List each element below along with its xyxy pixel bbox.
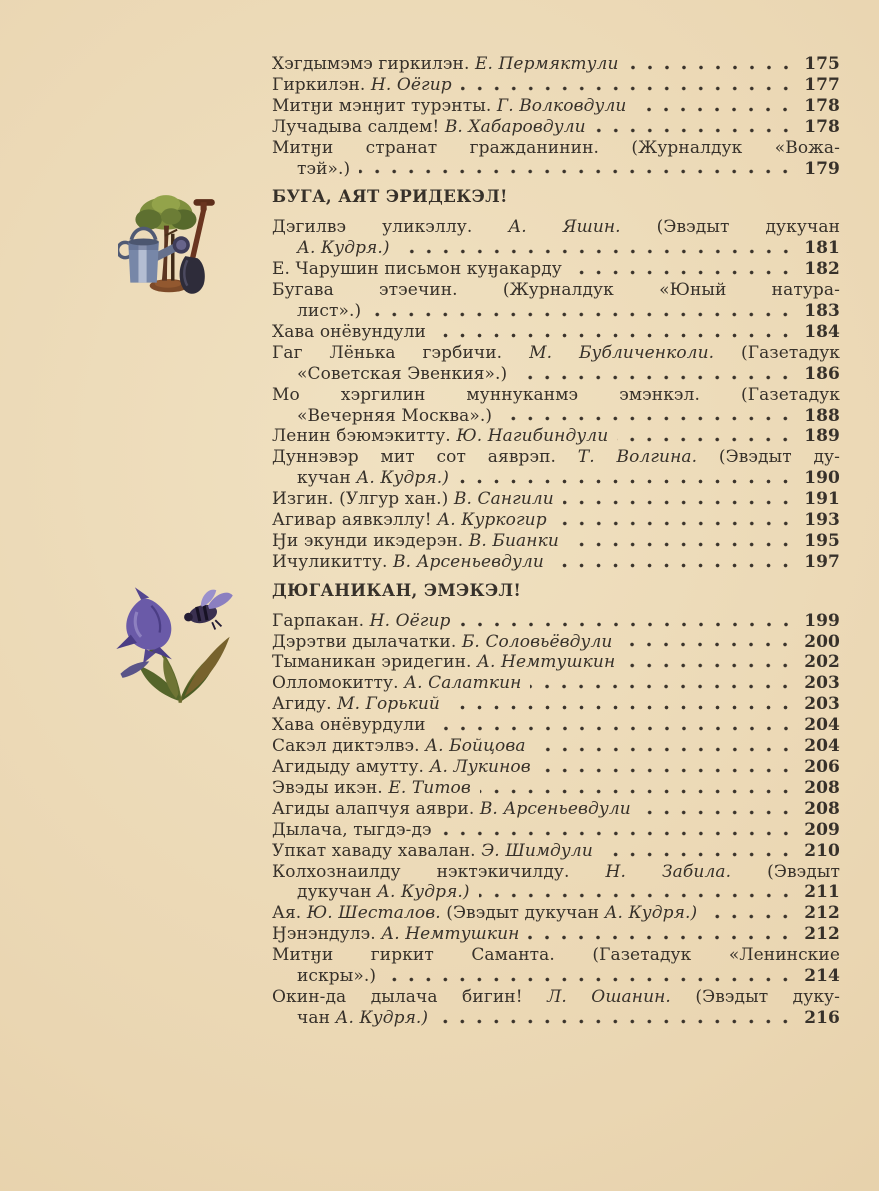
entry-title	[272, 75, 452, 96]
title-text: Олломокитту.	[272, 673, 405, 694]
toc-line	[272, 820, 840, 841]
entry-title	[272, 778, 471, 799]
toc-line	[272, 715, 840, 736]
title-text: Хава онёвурдули	[272, 715, 426, 736]
author-name: А. Кудря.)	[297, 238, 390, 259]
title-text: Сакэл диктэлвэ.	[272, 736, 426, 757]
title-text: «Вечерняя Москва».)	[297, 405, 493, 426]
toc-line	[272, 862, 840, 883]
entry-title	[272, 552, 544, 573]
page-number: 203	[804, 673, 840, 694]
dot-leader	[556, 519, 794, 528]
toc-line	[272, 468, 840, 489]
dot-leader	[359, 167, 794, 176]
toc-entry	[272, 96, 840, 117]
title-text: Ичуликитту.	[272, 551, 393, 572]
title-text: Агидыду амутту.	[272, 757, 430, 777]
page-number: 175	[804, 54, 840, 74]
title-text: (Эвэдыт дукучан	[440, 903, 605, 924]
title-text: Дылача, тыгдэ-дэ	[272, 819, 432, 840]
author-name: А. Кудря.)	[604, 903, 698, 924]
toc-entry	[272, 924, 840, 945]
author-name: Н. Забила.	[605, 861, 732, 882]
toc-line	[272, 531, 840, 552]
title-text: Ленин бэюмэкитту.	[272, 426, 457, 447]
toc-line	[272, 54, 840, 75]
toc-entry	[272, 778, 840, 799]
dot-leader	[621, 640, 794, 649]
page-number: 184	[804, 321, 840, 342]
author-name: А. Бойцова	[425, 736, 526, 757]
author-name: А. Лукинов	[429, 757, 531, 777]
title-text: лист».)	[297, 300, 362, 321]
title-text: Окин-да дылача бигин!	[272, 986, 548, 1007]
dot-leader	[553, 561, 794, 570]
entry-title	[272, 54, 619, 75]
dot-leader	[435, 724, 794, 733]
entry-title	[272, 447, 840, 467]
title-text: тэй».)	[297, 158, 351, 179]
page-number: 190	[804, 468, 840, 489]
toc-entry	[272, 757, 840, 778]
page-number: 182	[804, 259, 840, 280]
toc-entry	[272, 280, 840, 322]
toc-entry	[272, 385, 840, 427]
title-text: Гаг Лёнька гэрбичи.	[272, 342, 530, 363]
title-text: Дэрэтви дылачатки.	[272, 631, 462, 652]
page-number: 204	[804, 715, 840, 736]
title-text: Упкат хаваду хавалан.	[272, 840, 482, 861]
dot-leader	[530, 682, 794, 691]
author-name: Ю. Нагибиндули	[456, 426, 609, 447]
dot-leader	[640, 808, 794, 817]
author-name: А. Салаткин	[404, 673, 522, 694]
page-number: 216	[804, 1007, 840, 1028]
entry-title	[272, 715, 426, 736]
entry-title	[297, 159, 350, 180]
dot-leader	[528, 933, 794, 942]
entry-title	[272, 117, 586, 138]
author-name: А. Кудря.)	[356, 468, 449, 489]
entry-title	[272, 217, 840, 237]
title-text: Хава онёвундули	[272, 321, 426, 342]
section-heading: БУГА, АЯТ ЭРИДЕКЭЛ!	[272, 187, 508, 207]
dot-leader	[385, 975, 794, 984]
dot-leader	[479, 891, 794, 900]
dot-leader	[706, 912, 794, 921]
toc-entry	[272, 343, 840, 385]
page-number: 195	[804, 530, 840, 551]
entry-title	[297, 882, 470, 903]
toc-line	[272, 259, 840, 280]
page-number: 200	[804, 631, 840, 652]
dot-leader	[540, 766, 794, 775]
dot-leader	[441, 829, 794, 838]
author-name: А. Немтушкин	[477, 652, 616, 673]
author-name: В. Бианки	[468, 530, 559, 551]
toc-line	[272, 238, 840, 259]
entry-title	[272, 652, 615, 673]
toc-line	[272, 159, 840, 180]
title-text: Митӈи мэнӈит турэнты.	[272, 95, 497, 116]
dot-leader	[535, 745, 794, 754]
title-text: Гарпакан.	[272, 610, 370, 631]
toc-line	[272, 1008, 840, 1029]
dot-leader	[370, 310, 794, 319]
dot-leader	[628, 63, 794, 72]
toc-entry	[272, 715, 840, 736]
page-number: 178	[804, 116, 840, 137]
entry-title	[272, 862, 840, 882]
page-number: 189	[804, 426, 840, 447]
page-number: 204	[804, 736, 840, 757]
title-text: (Эвэдыт ду-	[697, 447, 840, 468]
author-name: Б. Соловьёвдули	[461, 631, 613, 652]
toc-line	[272, 385, 840, 406]
page-number: 181	[804, 238, 840, 259]
entry-title	[272, 531, 559, 552]
author-name: А. Яшин.	[508, 217, 621, 238]
entry-title	[297, 238, 390, 259]
author-name: Э. Шимдули	[481, 840, 593, 861]
toc-line	[272, 96, 840, 117]
entry-title	[272, 510, 547, 531]
toc-entry	[272, 736, 840, 757]
page-number: 178	[804, 95, 840, 116]
table-of-contents	[272, 54, 840, 1029]
toc-line	[272, 903, 840, 924]
toc-line	[272, 882, 840, 903]
page-number: 177	[804, 74, 840, 95]
entry-title	[272, 385, 840, 405]
toc-line	[272, 322, 840, 343]
author-name: А. Кудря.)	[335, 1007, 429, 1028]
title-text: «Советская Эвенкия».)	[297, 363, 508, 384]
toc-line	[272, 778, 840, 799]
title-text: Дэгилвэ уликэллу.	[272, 217, 509, 238]
entry-title	[272, 138, 840, 158]
toc-entry	[272, 945, 840, 987]
title-text: чан	[297, 1007, 336, 1028]
toc-line	[272, 799, 840, 820]
dot-leader	[568, 540, 794, 549]
dot-leader	[449, 703, 794, 712]
toc-line	[272, 552, 840, 573]
toc-entry	[272, 259, 840, 280]
entry-title	[297, 301, 361, 322]
toc-entry	[272, 426, 840, 447]
toc-entry	[272, 611, 840, 632]
entry-title	[272, 426, 608, 447]
dot-leader	[624, 661, 794, 670]
toc-entry	[272, 322, 840, 343]
title-text: Митӈи гиркит Саманта. (Газетадук «Ленинские	[272, 945, 840, 966]
toc-entry	[272, 510, 840, 531]
author-name: В. Сангили	[453, 489, 554, 510]
toc-entry	[272, 903, 840, 924]
entry-title	[297, 1008, 428, 1029]
entry-title	[272, 694, 440, 715]
toc-line	[272, 757, 840, 778]
page-number: 202	[804, 652, 840, 673]
author-name: А. Кудря.)	[377, 882, 470, 903]
toc-line	[272, 924, 840, 945]
title-text: кучан	[297, 468, 357, 489]
title-text: Агиду.	[272, 694, 338, 715]
dot-leader	[617, 435, 794, 444]
toc-line	[272, 632, 840, 653]
dot-leader	[437, 1017, 794, 1026]
page-number: 211	[804, 882, 840, 903]
toc-line	[272, 987, 840, 1008]
toc-entry	[272, 217, 840, 259]
title-text: (Эвэдыт дуку-	[670, 986, 840, 1007]
entry-title	[272, 611, 451, 632]
entry-title	[272, 489, 554, 510]
bellflower-bee-illustration	[106, 585, 240, 709]
entry-title	[272, 322, 426, 343]
entry-title	[272, 280, 840, 300]
title-text: Е. Чарушин письмон куӈакарду	[272, 259, 562, 280]
entry-title	[272, 987, 840, 1007]
dot-leader	[501, 414, 794, 423]
page-number: 193	[804, 510, 840, 531]
page-number: 199	[804, 610, 840, 631]
toc-entry	[272, 987, 840, 1029]
author-name: В. Арсеньевдули	[392, 551, 544, 572]
title-text: дукучан	[297, 882, 378, 903]
entry-title	[297, 364, 507, 385]
toc-line	[272, 343, 840, 364]
entry-title	[272, 632, 612, 653]
toc-entry	[272, 489, 840, 510]
author-name: В. Хабаровдули	[444, 116, 586, 137]
page-number: 208	[804, 777, 840, 798]
page-number: 212	[804, 924, 840, 945]
entry-title	[272, 757, 531, 778]
page-number: 209	[804, 819, 840, 840]
title-text: (Эвэдыт дукучан	[620, 217, 840, 238]
toc-entry	[272, 552, 840, 573]
entry-title	[297, 406, 492, 427]
dot-leader	[602, 850, 794, 859]
toc-entry	[272, 54, 840, 75]
title-text: Агиды алапчуя аяври.	[272, 798, 480, 819]
title-text: Бугава этэечин. (Журналдук «Юный натура-	[272, 280, 840, 301]
author-name: Е. Титов	[388, 777, 471, 798]
toc-entry	[272, 820, 840, 841]
toc-line	[272, 426, 840, 447]
author-name: А. Куркогир	[437, 510, 547, 531]
toc-entry	[272, 673, 840, 694]
page-number: 210	[804, 840, 840, 861]
toc-entry	[272, 652, 840, 673]
toc-line	[272, 280, 840, 301]
page-number: 203	[804, 694, 840, 715]
entry-title	[272, 673, 521, 694]
toc-line	[272, 489, 840, 510]
sapling-watering-can-shovel-icon	[118, 191, 220, 303]
entry-title	[272, 903, 697, 924]
title-text: (Эвэдыт	[731, 861, 840, 882]
toc-line	[272, 510, 840, 531]
sapling-watering-can-shovel-illustration	[118, 191, 220, 303]
dot-leader	[461, 84, 794, 93]
toc-entry	[272, 75, 840, 96]
toc-line	[272, 966, 840, 987]
toc-entry	[272, 632, 840, 653]
toc-line	[272, 117, 840, 138]
title-text: Ӈэнэндулэ.	[272, 924, 382, 945]
page-number: 179	[804, 158, 840, 179]
page-number: 214	[804, 966, 840, 987]
page-number: 186	[804, 363, 840, 384]
author-name: Т. Волгина.	[577, 447, 698, 468]
bellflower-bee-icon	[106, 585, 240, 709]
page-number: 197	[804, 551, 840, 572]
author-name: Ю. Шесталов.	[306, 903, 441, 924]
author-name: Н. Оёгир	[369, 610, 451, 631]
toc-entry	[272, 531, 840, 552]
toc-entry	[272, 694, 840, 715]
section-heading: ДЮГАНИКАН, ЭМЭКЭЛ!	[272, 580, 522, 600]
page-number: 212	[804, 903, 840, 924]
toc-line	[272, 75, 840, 96]
toc-line	[272, 841, 840, 862]
toc-line	[272, 447, 840, 468]
dot-leader	[563, 498, 794, 507]
toc-line	[272, 406, 840, 427]
entry-title	[272, 924, 519, 945]
author-name: Н. Оёгир	[370, 74, 452, 95]
dot-leader	[460, 620, 795, 629]
toc-entry	[272, 447, 840, 489]
page-number: 188	[804, 405, 840, 426]
toc-entry	[272, 841, 840, 862]
dot-leader	[571, 268, 794, 277]
toc-entry	[272, 138, 840, 180]
title-text: Изгин. (Улгур хан.)	[272, 489, 454, 510]
dot-leader	[635, 105, 794, 114]
entry-title	[272, 945, 840, 965]
toc-entry	[272, 799, 840, 820]
toc-line	[272, 736, 840, 757]
toc-line	[272, 611, 840, 632]
title-text: Тыманикан эридегин.	[272, 652, 478, 673]
author-name: А. Немтушкин	[381, 924, 520, 945]
toc-line	[272, 301, 840, 322]
author-name: Е. Пермяктули	[474, 54, 619, 74]
entry-title	[272, 736, 526, 757]
dot-leader	[516, 373, 794, 382]
title-text: Хэгдымэмэ гиркилэн.	[272, 54, 475, 74]
title-text: (Газетадук	[714, 342, 841, 363]
entry-title	[272, 820, 432, 841]
dot-leader	[595, 126, 794, 135]
author-name: Л. Ошанин.	[547, 986, 671, 1007]
author-name: В. Арсеньевдули	[479, 798, 631, 819]
toc-entry	[272, 117, 840, 138]
author-name: М. Бубличенколи.	[529, 342, 715, 363]
page-number: 183	[804, 300, 840, 321]
title-text: Мо хэргилин муннуканмэ эмэнкэл. (Газетадук	[272, 384, 840, 405]
author-name: М. Горький	[337, 694, 440, 715]
entry-title	[272, 96, 626, 117]
title-text: Лучадыва салдем!	[272, 116, 445, 137]
toc-entry	[272, 862, 840, 904]
title-text: Ая.	[272, 903, 307, 924]
page-number: 208	[804, 798, 840, 819]
dot-leader	[480, 787, 794, 796]
entry-title	[297, 966, 376, 987]
entry-title	[297, 468, 449, 489]
title-text: Митӈи странат гражданинин. (Журналдук «Вожа-	[272, 137, 840, 158]
title-text: Ӈи экунди икэдерэн.	[272, 530, 469, 551]
title-text: Дуннэвэр мит сот аяврэп.	[272, 447, 578, 468]
page-number: 191	[804, 489, 840, 510]
toc-line	[272, 673, 840, 694]
page-number: 206	[804, 757, 840, 777]
entry-title	[272, 343, 840, 363]
toc-line	[272, 364, 840, 385]
title-text: искры».)	[297, 966, 377, 987]
toc-line	[272, 652, 840, 673]
entry-title	[272, 259, 562, 280]
title-text: Колхознаилду нэктэкичилду.	[272, 861, 606, 882]
title-text: Агивар аявкэллу!	[272, 510, 438, 531]
toc-line	[272, 138, 840, 159]
toc-line	[272, 694, 840, 715]
dot-leader	[399, 247, 794, 256]
dot-leader	[435, 331, 794, 340]
author-name: Г. Волковдули	[496, 95, 627, 116]
entry-title	[272, 799, 631, 820]
title-text: Гиркилэн.	[272, 74, 371, 95]
title-text: Эвэды икэн.	[272, 777, 389, 798]
entry-title	[272, 841, 593, 862]
toc-line	[272, 945, 840, 966]
dot-leader	[458, 477, 794, 486]
toc-line	[272, 217, 840, 238]
